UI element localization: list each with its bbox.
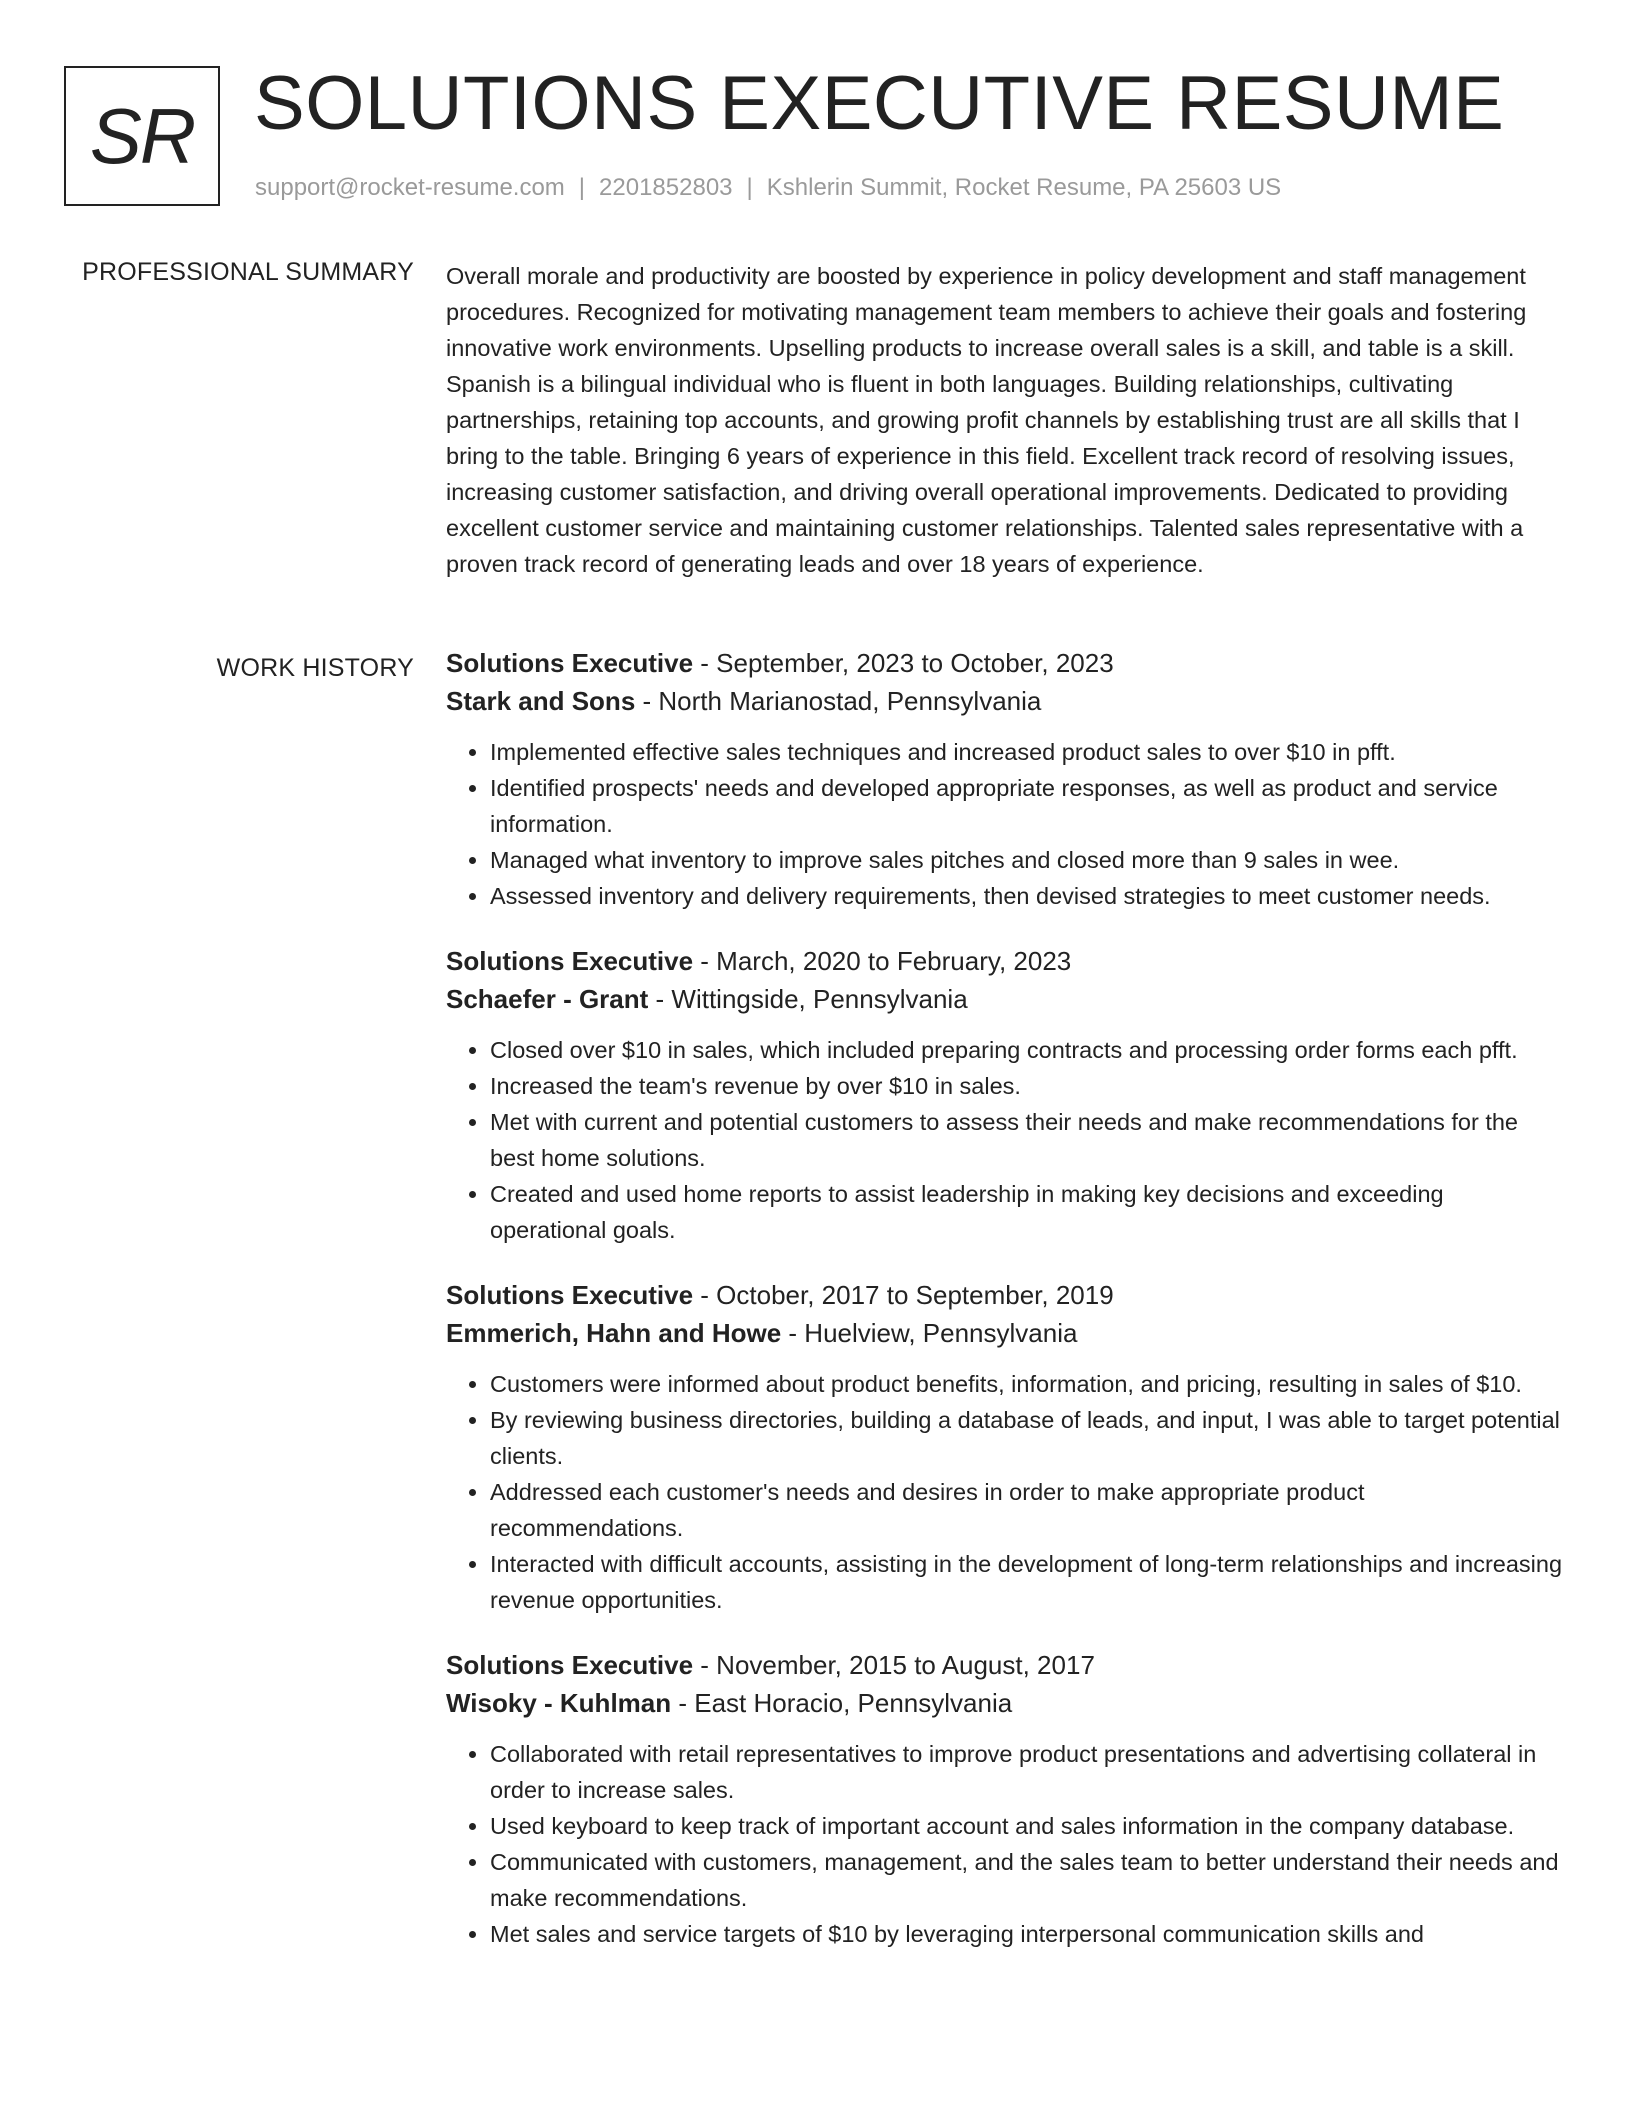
- job-bullet: • Closed over $10 in sales, which included preparing contracts and processing order forms each pfft.: [490, 1032, 1564, 1068]
- job-location: - East Horacio, Pennsylvania: [671, 1688, 1013, 1718]
- job-bullet: • Met with current and potential customers to assess their needs and make recommendations for the best home solutions.: [490, 1104, 1564, 1176]
- summary-body: [446, 258, 1564, 582]
- contact-separator: |: [746, 174, 753, 201]
- job-title: Solutions Executive: [446, 1650, 694, 1680]
- job-bullets: [446, 1736, 1564, 1952]
- page-title: SOLUTIONS EXECUTIVE RESUME: [254, 61, 1505, 146]
- job-bullet: • By reviewing business directories, building a database of leads, and input, I was able to target potential clients.: [490, 1402, 1564, 1474]
- section-heading-summary: PROFESSIONAL SUMMARY: [82, 258, 414, 286]
- job-company: Schaefer - Grant: [446, 984, 649, 1014]
- contact-separator: |: [578, 174, 586, 201]
- job-bullet: • Implemented effective sales techniques and increased product sales to over $10 in pfft.: [490, 734, 1564, 770]
- job-title: Solutions Executive: [446, 1280, 694, 1310]
- job-bullet: • Managed what inventory to improve sales pitches and closed more than 9 sales in wee.: [490, 842, 1564, 878]
- job-bullet: • Communicated with customers, management, and the sales team to better understand their needs and make recommendations.: [490, 1844, 1564, 1916]
- job-title-line: [446, 942, 1564, 980]
- job-bullet: • Interacted with difficult accounts, assisting in the development of long-term relationships and increasing revenue opportunities.: [490, 1546, 1564, 1618]
- job-bullet: • Customers were informed about product benefits, information, and pricing, resulting in sales of $10.: [490, 1366, 1564, 1402]
- job-bullet: • Increased the team's revenue by over $10 in sales.: [490, 1068, 1564, 1104]
- job-bullet: • Identified prospects' needs and developed appropriate responses, as well as product and service information.: [490, 770, 1564, 842]
- contact-address: Kshlerin Summit, Rocket Resume, PA 25603 US: [766, 174, 1282, 201]
- job-company: Emmerich, Hahn and Howe: [446, 1318, 782, 1348]
- job-bullets: [446, 1032, 1564, 1248]
- job-location: - North Marianostad, Pennsylvania: [635, 686, 1042, 716]
- contact-email: support@rocket-resume.com: [255, 174, 565, 201]
- job-bullet: • Collaborated with retail representatives to improve product presentations and advertising collateral in order to increase sales.: [490, 1736, 1564, 1808]
- job-dates: - September, 2023 to October, 2023: [693, 648, 1114, 678]
- job-entry: [446, 942, 1564, 1248]
- job-bullet: • Met sales and service targets of $10 by leveraging interpersonal communication skills and: [490, 1916, 1564, 1952]
- job-dates: - November, 2015 to August, 2017: [693, 1650, 1095, 1680]
- job-title-line: [446, 644, 1564, 682]
- job-bullet: • Addressed each customer's needs and desires in order to make appropriate product recommendations.: [490, 1474, 1564, 1546]
- monogram-logo: SR: [64, 66, 220, 206]
- summary-text: Overall morale and productivity are boosted by experience in policy development and staff management procedures. Recognized for motivating management team members to achieve their goals and fostering innovative work environments. Upselling products to increase overall sales is a skill, and table is a skill. Spanish is a bilingual individual who is fluent in both languages. Building relationships, cultivating partnerships, retaining top accounts, and growing profit channels by establishing trust are all skills that I bring to the table. Bringing 6 years of experience in this field. Excellent track record of resolving issues, increasing customer satisfaction, and driving overall operational improvements. Dedicated to providing excellent customer service and maintaining customer relationships. Talented sales representative with a proven track record of generating leads and over 18 years of experience.: [446, 263, 1527, 577]
- job-bullets: [446, 1366, 1564, 1618]
- contact-phone: 2201852803: [599, 174, 733, 201]
- job-company-line: [446, 1314, 1564, 1352]
- job-entry: [446, 1646, 1564, 1952]
- job-entry: [446, 644, 1564, 914]
- job-title-line: [446, 1276, 1564, 1314]
- job-bullet: • Used keyboard to keep track of important account and sales information in the company database.: [490, 1808, 1564, 1844]
- job-bullet: • Created and used home reports to assist leadership in making key decisions and exceeding operational goals.: [490, 1176, 1564, 1248]
- job-dates: - October, 2017 to September, 2019: [693, 1280, 1114, 1310]
- work-history-body: [446, 644, 1564, 1980]
- job-company-line: [446, 682, 1564, 720]
- job-title-line: [446, 1646, 1564, 1684]
- job-bullets: [446, 734, 1564, 914]
- job-location: - Huelview, Pennsylvania: [781, 1318, 1078, 1348]
- job-title: Solutions Executive: [446, 648, 694, 678]
- job-bullet: • Assessed inventory and delivery requirements, then devised strategies to meet customer needs.: [490, 878, 1564, 914]
- job-company-line: [446, 1684, 1564, 1722]
- job-location: - Wittingside, Pennsylvania: [648, 984, 968, 1014]
- job-dates: - March, 2020 to February, 2023: [693, 946, 1072, 976]
- contact-line: [255, 174, 1281, 202]
- job-entry: [446, 1276, 1564, 1618]
- job-title: Solutions Executive: [446, 946, 694, 976]
- resume-header: [64, 61, 1568, 210]
- section-heading-work-history: WORK HISTORY: [216, 654, 414, 682]
- job-company: Stark and Sons: [446, 686, 636, 716]
- job-company: Wisoky - Kuhlman: [446, 1688, 672, 1718]
- job-company-line: [446, 980, 1564, 1018]
